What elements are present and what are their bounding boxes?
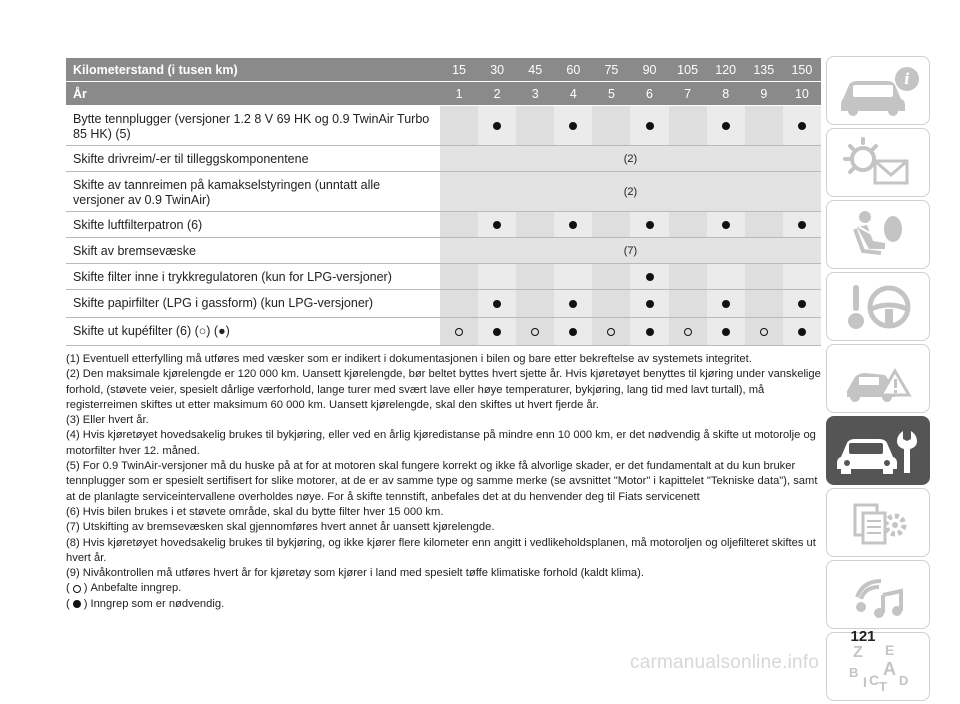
recommended-mark-icon <box>760 328 768 336</box>
footnote: (2) Den maksimale kjørelengde er 120 000 km. Uansett kjørelengde, bør beltet byttes hvert sjette år. Hvis kjøretøyet benyttes til kjøring under vanskelige forhold, (støvete veier, spesielt dårlige værforhold, lange turer med svært lave eller høye temperaturer, bykjøring, lang tid med lavt turtall), må registerreimen skiftes ut etter maksimum 60 000 km. Uansett kjørelengde, skal den skiftes ut hvert fjerde år. <box>66 368 821 411</box>
required-mark-icon <box>493 122 501 130</box>
interval-cell <box>783 106 821 145</box>
interval-cell <box>783 264 821 289</box>
interval-cell <box>478 264 516 289</box>
tab-emergency[interactable] <box>826 344 930 413</box>
svg-text:Z: Z <box>853 643 863 661</box>
header-value: 2 <box>493 86 501 101</box>
interval-cell <box>745 212 783 237</box>
required-mark-icon <box>722 300 730 308</box>
technical-data-icon <box>833 495 923 551</box>
table-row <box>66 264 821 290</box>
recommended-mark-icon <box>607 328 615 336</box>
interval-note-cell <box>440 238 821 263</box>
tab-warning-lights[interactable] <box>826 128 930 197</box>
header-year-values <box>440 82 821 105</box>
interval-cell <box>554 212 592 237</box>
svg-text:E: E <box>885 641 895 658</box>
interval-note: (7) <box>623 244 638 257</box>
header-value: 45 <box>528 62 543 77</box>
tab-starting-driving[interactable] <box>826 272 930 341</box>
interval-cell <box>440 290 478 317</box>
required-mark-icon <box>646 221 654 229</box>
filled-circle-icon <box>73 600 81 608</box>
header-year-row <box>66 82 821 106</box>
starting-driving-icon <box>833 279 923 335</box>
interval-cell <box>516 212 554 237</box>
maintenance-schedule-table <box>66 58 821 346</box>
chapter-tabs <box>826 56 930 704</box>
row-label: Skifte ut kupéfilter (6) (○) (●) <box>73 324 230 338</box>
row-label: Skifte av tannreimen på kamakselstyringen (unntatt alle versjoner av 0.9 TwinAir) <box>73 178 381 207</box>
interval-cell <box>516 264 554 289</box>
table-body <box>66 106 821 346</box>
footnote: (5) For 0.9 TwinAir-versjoner må du huske på at for at motoren skal fungere korrekt og ikke få alvorlige skader, er det fundamentalt at du kun bruker tennplugger som er spesielt sertifisert for slike motorer, at de er av samme type og samme merke (se avsnittet "Motor" i kapittelet "Tekniske data"), samt at de planlagte serviceintervallene overholdes nøye. For å skifte tennstift, anbefales det at du henvender deg til Fiats servicenett <box>66 460 818 503</box>
interval-cell <box>554 264 592 289</box>
header-value: 6 <box>646 86 653 101</box>
footnotes <box>66 352 821 612</box>
table-row <box>66 146 821 172</box>
header-value: 90 <box>642 62 657 77</box>
interval-cell <box>707 290 745 317</box>
tab-technical-data[interactable] <box>826 488 930 557</box>
required-mark-icon <box>798 122 806 130</box>
tab-car-info[interactable] <box>826 56 930 125</box>
interval-cell <box>592 212 630 237</box>
interval-note-cell <box>440 146 821 171</box>
interval-cell <box>669 318 707 345</box>
header-value: 120 <box>715 62 737 77</box>
header-value: 10 <box>794 86 809 101</box>
interval-cell <box>745 264 783 289</box>
header-value: 1 <box>455 86 463 101</box>
svg-text:T: T <box>879 678 887 694</box>
interval-cell <box>630 290 668 317</box>
table-row <box>66 106 821 146</box>
interval-cell <box>478 212 516 237</box>
header-value: 150 <box>791 62 813 77</box>
interval-cells <box>440 212 821 237</box>
interval-cell <box>707 212 745 237</box>
interval-cell <box>516 106 554 145</box>
header-value: 30 <box>490 62 505 77</box>
svg-text:B: B <box>849 664 859 680</box>
row-label: Skifte luftfilterpatron (6) <box>73 218 203 232</box>
interval-cell <box>669 290 707 317</box>
header-year-label: År <box>73 87 87 101</box>
interval-cell <box>554 318 592 345</box>
open-circle-icon <box>73 585 81 593</box>
table-row <box>66 318 821 346</box>
multimedia-icon <box>833 567 923 623</box>
row-label: Skifte papirfilter (LPG i gassform) (kun LPG-versjoner) <box>73 296 374 310</box>
interval-cell <box>592 264 630 289</box>
interval-cell <box>630 212 668 237</box>
interval-cells <box>440 264 821 289</box>
interval-cell <box>478 106 516 145</box>
legend-recommended: ( ) Anbefalte inngrep. <box>66 581 821 596</box>
warning-lights-icon <box>833 135 923 191</box>
table-row <box>66 290 821 318</box>
interval-cell <box>669 212 707 237</box>
svg-text:A: A <box>883 658 896 679</box>
required-mark-icon <box>722 122 730 130</box>
required-mark-icon <box>569 328 577 336</box>
interval-cell <box>707 264 745 289</box>
required-mark-icon <box>722 221 730 229</box>
header-value: 3 <box>531 86 539 101</box>
legend-required-text: Inngrep som er nødvendig. <box>90 597 225 610</box>
required-mark-icon <box>798 221 806 229</box>
required-mark-icon <box>722 328 730 336</box>
row-label: Skift av bremsevæske <box>73 244 196 258</box>
interval-note: (2) <box>623 185 638 198</box>
interval-cell <box>592 318 630 345</box>
tab-multimedia[interactable] <box>826 560 930 629</box>
footnote: (1) Eventuell etterfylling må utføres med væsker som er indikert i dokumentasjonen i bilen og bare etter bekreftelse av systemets integritet. <box>66 353 752 365</box>
header-value: 9 <box>760 86 768 101</box>
row-label: Bytte tennplugger (versjoner 1.2 8 V 69 HK og 0.9 TwinAir Turbo 85 HK) (5) <box>73 112 430 141</box>
recommended-mark-icon <box>455 328 463 336</box>
required-mark-icon <box>493 328 501 336</box>
interval-cell <box>516 290 554 317</box>
interval-cell <box>745 290 783 317</box>
safety-airbag-icon <box>833 207 923 263</box>
legend-required: ( ) Inngrep som er nødvendig. <box>66 597 821 612</box>
svg-text:D: D <box>899 672 909 688</box>
interval-cell <box>554 106 592 145</box>
header-value: 4 <box>569 86 577 101</box>
required-mark-icon <box>646 300 654 308</box>
required-mark-icon <box>569 122 577 130</box>
required-mark-icon <box>798 328 806 336</box>
header-value: 60 <box>566 62 581 77</box>
interval-cell <box>592 106 630 145</box>
footnote: (8) Hvis kjøretøyet hovedsakelig brukes til bykjøring, og ikke kjører flere kilometer enn angitt i vedlikeholdsplanen, må motoroljen og oljefilteret skiftes ut hvert år. <box>66 536 816 564</box>
interval-cell <box>745 106 783 145</box>
car-info-icon <box>833 63 923 119</box>
interval-cell <box>478 318 516 345</box>
tab-safety[interactable] <box>826 200 930 269</box>
interval-cells <box>440 106 821 145</box>
interval-cell <box>707 318 745 345</box>
interval-cell <box>783 290 821 317</box>
required-mark-icon <box>569 300 577 308</box>
required-mark-icon <box>493 221 501 229</box>
svg-text:C: C <box>869 671 880 688</box>
interval-cell <box>440 212 478 237</box>
required-mark-icon <box>646 328 654 336</box>
interval-cell <box>592 290 630 317</box>
header-mileage-label: Kilometerstand (i tusen km) <box>73 63 238 77</box>
watermark: carmanualsonline.info <box>630 652 820 673</box>
interval-cell <box>440 264 478 289</box>
header-value: 105 <box>677 62 699 77</box>
interval-note-cell <box>440 172 821 211</box>
header-value: 75 <box>604 62 619 77</box>
interval-cell <box>630 106 668 145</box>
interval-cell <box>440 106 478 145</box>
footnote: (9) Nivåkontrollen må utføres hvert år for kjøretøy som kjører i land med spesielt tøffe klimatiske forhold (kaldt klima). <box>66 567 644 580</box>
interval-cell <box>478 290 516 317</box>
required-mark-icon <box>493 300 501 308</box>
interval-cell <box>745 318 783 345</box>
interval-cells <box>440 290 821 317</box>
footnote: (4) Hvis kjøretøyet hovedsakelig brukes til bykjøring, eller ved en årlig kjøredistanse på mindre enn 10 000 km, er det nødvendig å skifte ut motorolje og motorfilter hver 12. måned. <box>66 429 816 457</box>
footnote: (7) Utskifting av bremsevæsken skal gjennomføres hvert annet år uansett kjørelengde. <box>66 521 495 534</box>
header-value: 5 <box>607 86 615 101</box>
table-row <box>66 238 821 264</box>
header-value: 135 <box>753 62 775 77</box>
emergency-icon <box>833 351 923 407</box>
interval-cell <box>630 264 668 289</box>
row-label: Skifte filter inne i trykkregulatoren (kun for LPG-versjoner) <box>73 270 392 284</box>
tab-maintenance[interactable] <box>826 416 930 485</box>
interval-cell <box>783 318 821 345</box>
interval-cell <box>516 318 554 345</box>
interval-cell <box>707 106 745 145</box>
interval-cells <box>440 318 821 345</box>
page-number: 121 <box>850 628 876 645</box>
interval-cell <box>554 290 592 317</box>
interval-cell <box>440 318 478 345</box>
footnote-list <box>66 352 821 581</box>
required-mark-icon <box>798 300 806 308</box>
required-mark-icon <box>646 122 654 130</box>
svg-text:I: I <box>863 673 867 690</box>
interval-cell <box>669 264 707 289</box>
legend-recommended-text: Anbefalte inngrep. <box>90 582 182 595</box>
footnote: (6) Hvis bilen brukes i et støvete område, skal du bytte filter hver 15 000 km. <box>66 505 444 518</box>
index-icon <box>833 639 923 695</box>
required-mark-icon <box>569 221 577 229</box>
table-row <box>66 212 821 238</box>
interval-cell <box>783 212 821 237</box>
recommended-mark-icon <box>684 328 692 336</box>
recommended-mark-icon <box>531 328 539 336</box>
header-mileage-values <box>440 58 821 81</box>
row-label: Skifte drivreim/-er til tilleggskomponentene <box>73 152 309 166</box>
interval-cell <box>630 318 668 345</box>
header-mileage-row <box>66 58 821 82</box>
table-row <box>66 172 821 212</box>
footnote: (3) Eller hvert år. <box>66 414 149 427</box>
interval-cell <box>669 106 707 145</box>
interval-note: (2) <box>623 152 638 165</box>
header-value: 15 <box>452 62 466 77</box>
maintenance-icon <box>833 423 923 479</box>
header-value: 8 <box>722 86 730 101</box>
svg-text:i: i <box>904 69 910 88</box>
header-value: 7 <box>684 86 692 101</box>
required-mark-icon <box>646 273 654 281</box>
